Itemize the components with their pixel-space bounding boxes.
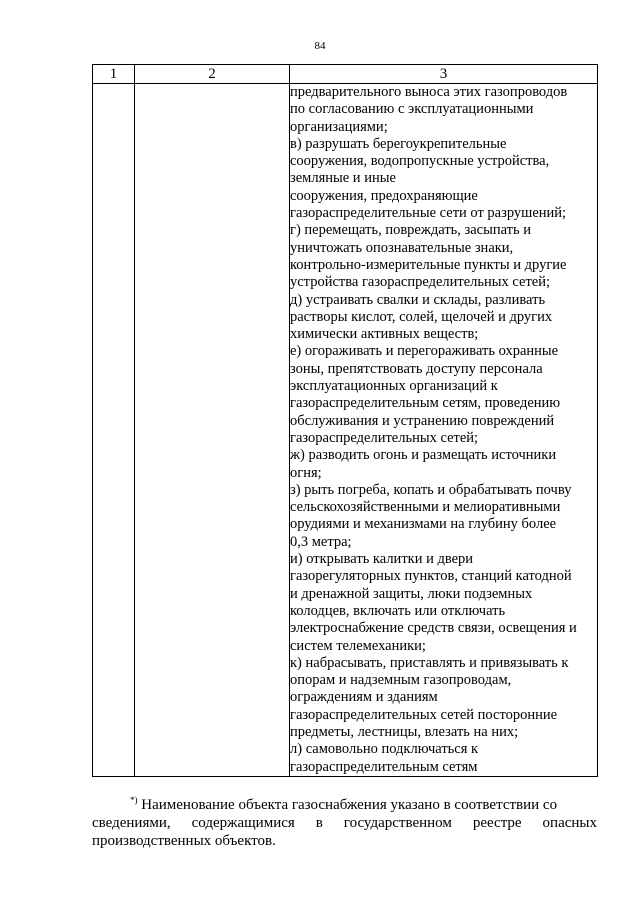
column-header-3: 3 bbox=[290, 65, 598, 84]
text-line: обслуживания и устранению повреждений bbox=[290, 412, 555, 429]
footnote-word: реестре bbox=[472, 815, 522, 831]
footnote-text-1: Наименование объекта газоснабжения указано в соответствии со bbox=[141, 797, 558, 813]
footnote-word: государственном bbox=[343, 815, 452, 831]
text-line: газораспределительных сетей; bbox=[290, 429, 479, 446]
text-line: газораспределительным сетям, проведению bbox=[290, 395, 561, 412]
text-line: газораспределительных сетей посторонние bbox=[290, 706, 558, 723]
text-line: колодцев, включать или отключать bbox=[290, 602, 506, 619]
table-header-row bbox=[93, 65, 598, 84]
text-line: контрольно-измерительные пункты и другие bbox=[290, 256, 567, 273]
text-line: д) устраивать свалки и склады, разливать bbox=[290, 291, 546, 308]
text-line: зоны, препятствовать доступу персонала bbox=[290, 360, 543, 377]
text-line: орудиями и механизмами на глубину более bbox=[290, 516, 557, 533]
text-line: сооружения, предохраняющие bbox=[290, 187, 478, 204]
column-header-1: 1 bbox=[93, 65, 135, 84]
text-line: эксплуатационных организаций к bbox=[290, 378, 498, 395]
footnote-word: содержащимися bbox=[191, 815, 295, 831]
footnote bbox=[92, 791, 597, 850]
text-line: электроснабжение средств связи, освещения и bbox=[290, 620, 577, 637]
text-line: газорегуляторных пунктов, станций катодной bbox=[290, 568, 572, 585]
footnote-line-1 bbox=[92, 791, 597, 814]
text-line: сооружения, водопропускные устройства, bbox=[290, 153, 550, 170]
text-line: в) разрушать берегоукрепительные bbox=[290, 135, 507, 152]
text-line: растворы кислот, солей, щелочей и других bbox=[290, 308, 553, 325]
footnote-line-2 bbox=[92, 814, 597, 832]
text-line: организациями; bbox=[290, 118, 388, 135]
text-line: е) огораживать и перегораживать охранные bbox=[290, 343, 559, 360]
requirements-table bbox=[92, 64, 598, 777]
text-line: огня; bbox=[290, 464, 322, 481]
text-line: предварительного выноса этих газопроводов bbox=[290, 84, 568, 100]
footnote-word: сведениями, bbox=[92, 815, 171, 831]
text-line: земляные и иные bbox=[290, 170, 396, 187]
text-line: г) перемещать, повреждать, засыпать и bbox=[290, 222, 532, 239]
prohibitions-text bbox=[290, 84, 597, 776]
text-line: л) самовольно подключаться к bbox=[290, 741, 479, 758]
text-line: ж) разводить огонь и размещать источники bbox=[290, 447, 557, 464]
text-line: химически активных веществ; bbox=[290, 326, 479, 343]
text-line: систем телемеханики; bbox=[290, 637, 426, 654]
cell-col-1 bbox=[93, 84, 135, 777]
text-line: опорам и надземным газопроводам, bbox=[290, 672, 512, 689]
column-header-2: 2 bbox=[135, 65, 290, 84]
cell-col-2 bbox=[135, 84, 290, 777]
text-line: устройства газораспределительных сетей; bbox=[290, 274, 551, 291]
text-line: газораспределительным сетям bbox=[290, 758, 478, 775]
page-number: 84 bbox=[314, 40, 326, 52]
text-line: и дренажной защиты, люки подземных bbox=[290, 585, 533, 602]
text-line: уничтожать опознавательные знаки, bbox=[290, 239, 514, 256]
text-line: ограждениям и зданиям bbox=[290, 689, 438, 706]
table-body-row bbox=[93, 84, 598, 777]
text-line: газораспределительные сети от разрушений; bbox=[290, 205, 567, 222]
text-line: з) рыть погреба, копать и обрабатывать почву bbox=[290, 481, 572, 498]
footnote-line-3: производственных объектов. bbox=[92, 833, 276, 849]
text-line: к) набрасывать, приставлять и привязывать к bbox=[290, 654, 569, 671]
footnote-marker: *) bbox=[130, 795, 138, 805]
text-line: по согласованию с эксплуатационными bbox=[290, 101, 534, 118]
text-line: и) открывать калитки и двери bbox=[290, 551, 474, 568]
text-line: предметы, лестницы, влезать на них; bbox=[290, 723, 519, 740]
cell-col-3 bbox=[290, 84, 598, 777]
text-line: 0,3 метра; bbox=[290, 533, 352, 550]
footnote-word: опасных bbox=[542, 815, 597, 831]
footnote-word: в bbox=[315, 815, 323, 831]
text-line: сельскохозяйственными и мелиоративными bbox=[290, 499, 561, 516]
